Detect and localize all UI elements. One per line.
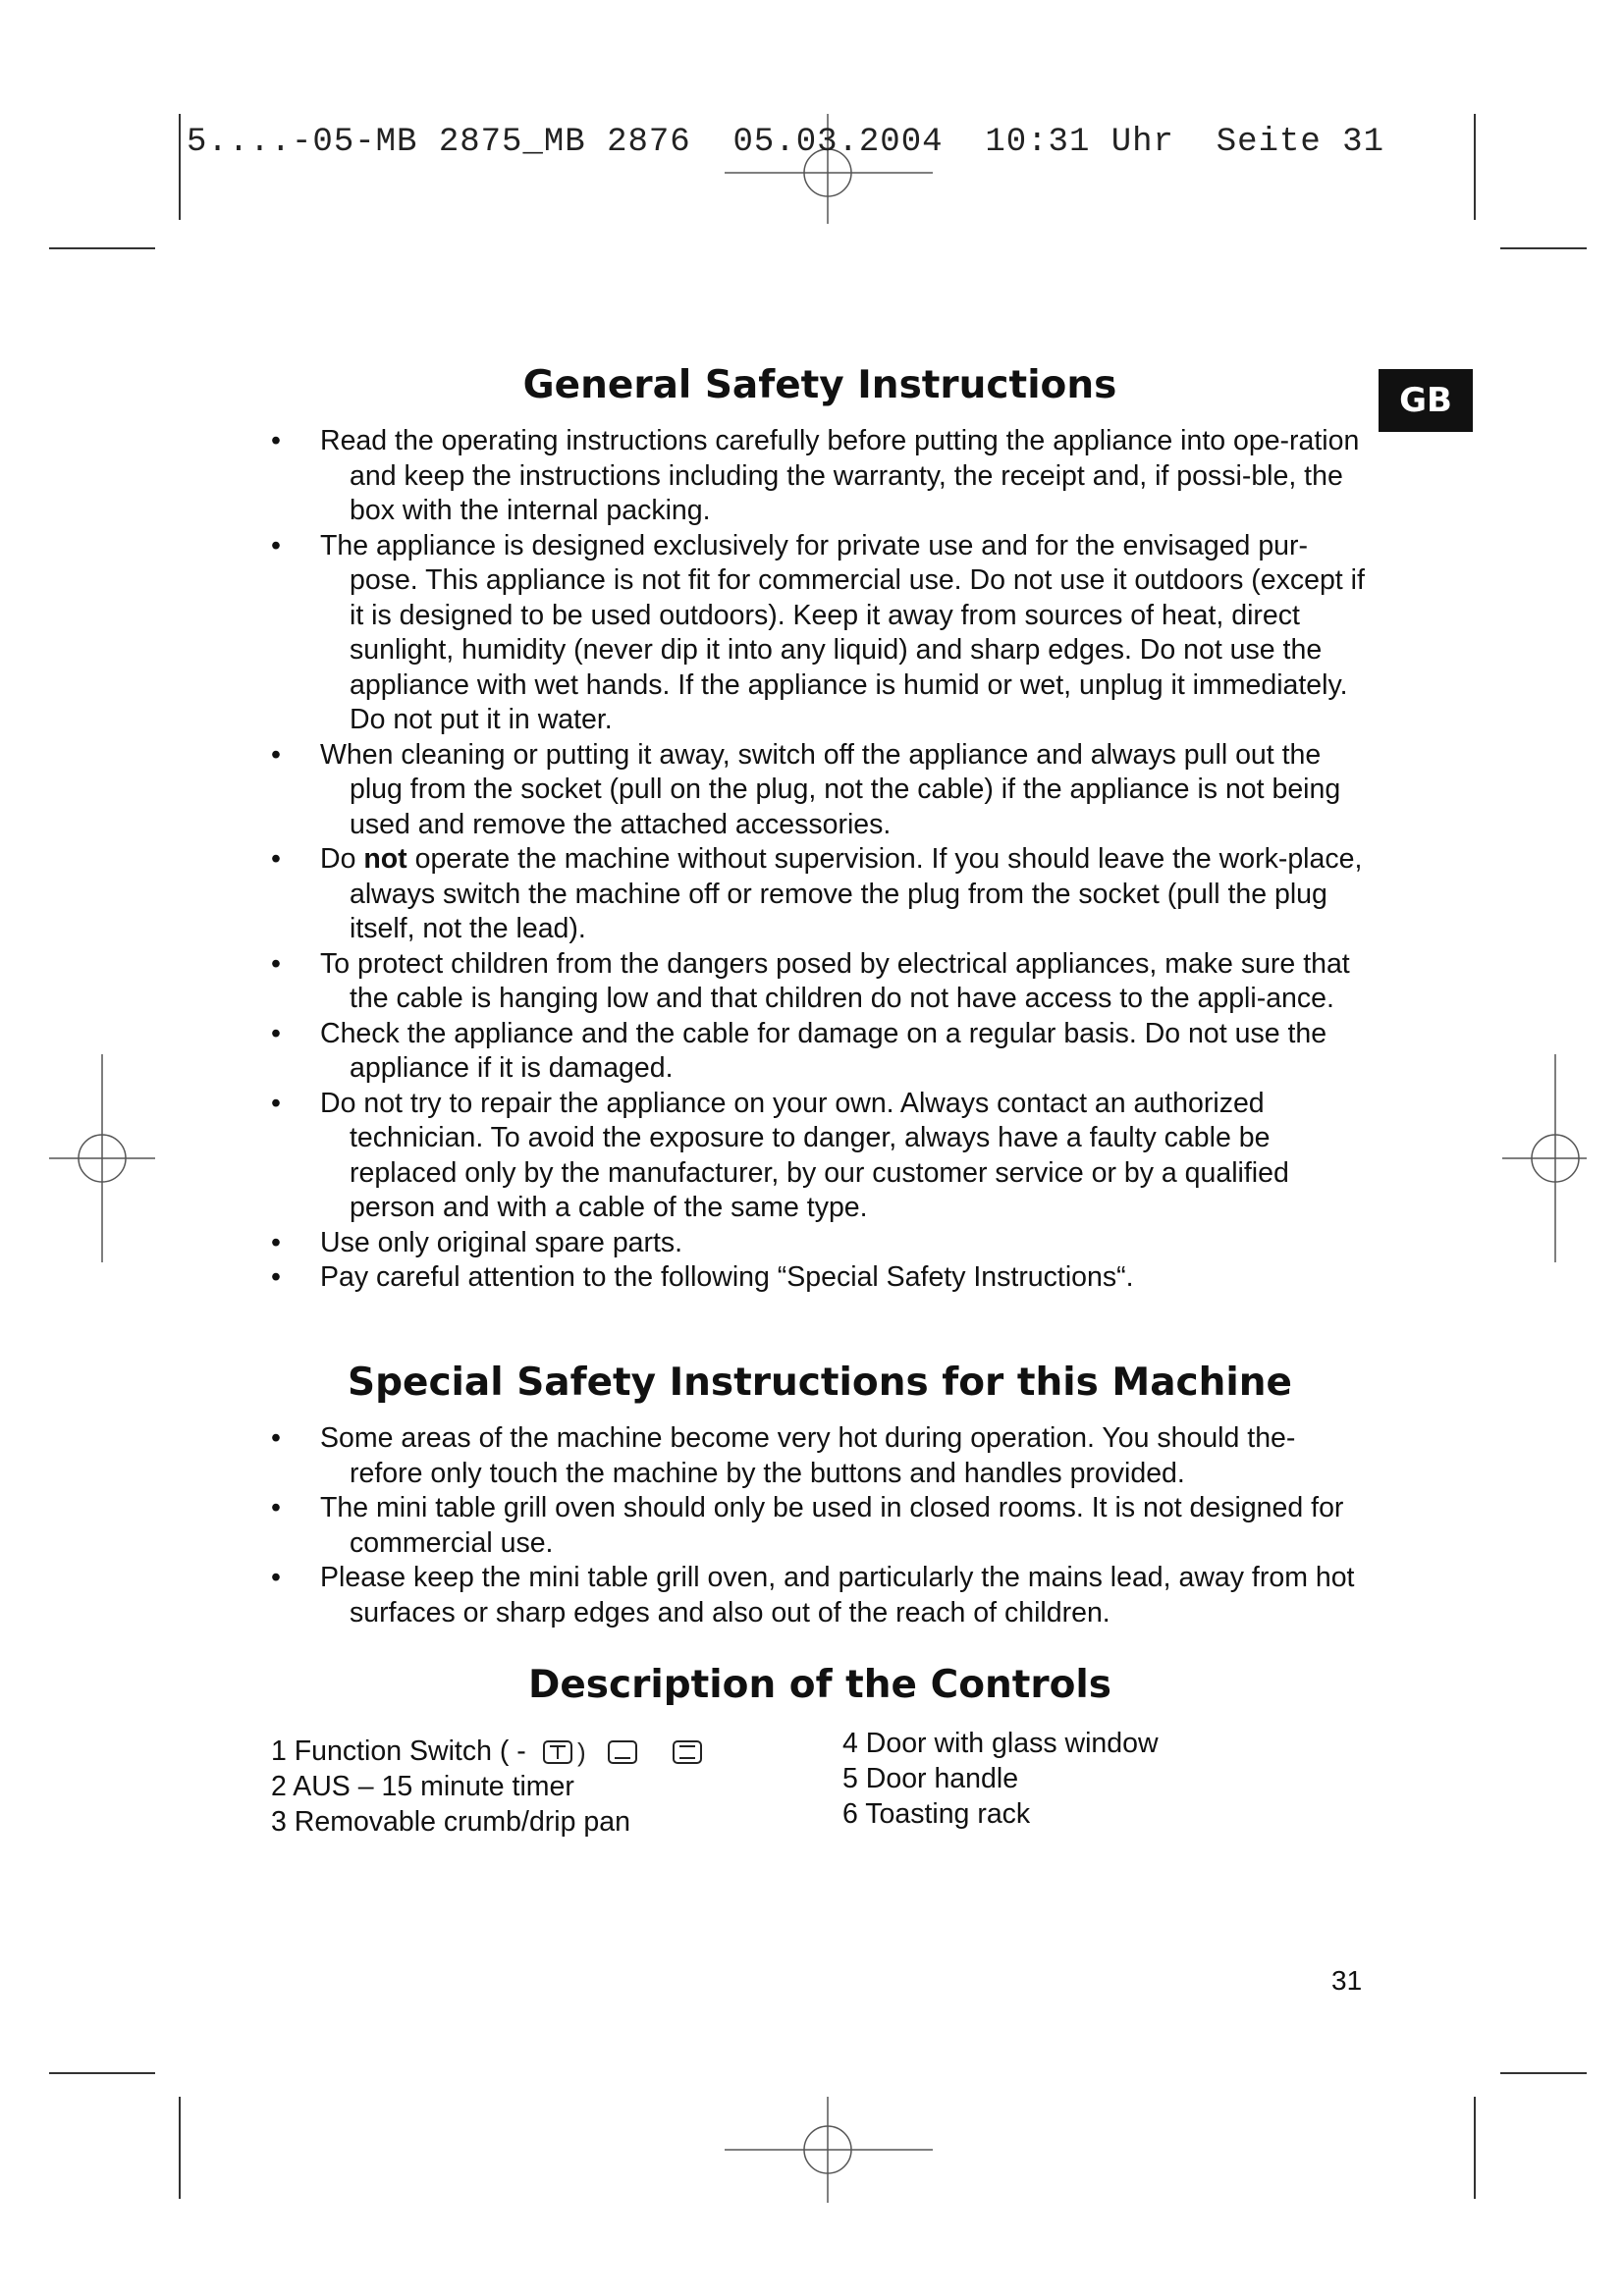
- language-badge: GB: [1379, 369, 1473, 432]
- list-item: • Use only original spare parts.: [271, 1226, 683, 1258]
- list-item: • Some areas of the machine become very hot during operation. You should the-refore only touch the machine by the buttons and handles provided.: [271, 1422, 1296, 1489]
- list-item: • Pay careful attention to the following “Special Safety Instructions“.: [271, 1261, 1134, 1293]
- page-number: 31: [1331, 1965, 1363, 1996]
- special-safety-list: [267, 1421, 1367, 1630]
- controls-title: Description of the Controls: [527, 1663, 1112, 1707]
- list-item: • When cleaning or putting it away, switch off the appliance and always pull out the plug from the socket (pull on the plug, not the cable) if the appliance is not being used and remove the attached accessories.: [271, 738, 1341, 840]
- general-safety-title: General Safety Instructions: [522, 363, 1117, 407]
- list-item: 3 Removable crumb/drip pan: [271, 1806, 630, 1838]
- svg-text:): ): [576, 1737, 586, 1768]
- special-safety-title: Special Safety Instructions for this Machine: [347, 1361, 1292, 1405]
- list-item: • Do not try to repair the appliance on your own. Always contact an authorized technician. To avoid the exposure to danger, always have a faulty cable be replaced only by the manufacturer, by our customer service or by a qualified person and with a cable of the same type.: [271, 1087, 1289, 1223]
- print-slug: 5....-05-MB 2875_MB 2876 05.03.2004 10:31 Uhr Seite 31: [187, 124, 1384, 161]
- list-item: • Read the operating instructions carefully before putting the appliance into ope-ration and keep the instructions including the warranty, the receipt and, if possi-ble, the box with the internal packing.: [271, 425, 1360, 526]
- registration-mark-right: [1502, 1054, 1587, 1262]
- list-item: • The appliance is designed exclusively for private use and for the envisaged pur-pose. This appliance is not fit for commercial use. Do not use it outdoors (except if it is designed to be used outdoors). Keep it away from sources of heat, direct sunlight, humidity (never dip it into any liquid) and sharp edges. Do not use the appliance with wet hands. If the appliance is humid or wet, unplug it immediately. Do not put it in water.: [271, 529, 1365, 735]
- list-item: • To protect children from the dangers posed by electrical appliances, make sure that the cable is hanging low and that children do not have access to the appli-ance.: [271, 947, 1350, 1014]
- list-item: 4 Door with glass window: [842, 1728, 1159, 1759]
- list-item: 6 Toasting rack: [842, 1798, 1031, 1830]
- controls-list-left: [271, 1734, 709, 1840]
- list-item: 2 AUS – 15 minute timer: [271, 1771, 574, 1802]
- list-item: 1 Function Switch ( - ): [271, 1734, 709, 1769]
- list-item: • Do not operate the machine without supervision. If you should leave the work-place, always switch the machine off or remove the plug from the socket (pull the plug itself, not the lead).: [271, 843, 1363, 944]
- list-item: 5 Door handle: [842, 1763, 1019, 1794]
- registration-mark-bottom: [725, 2097, 933, 2203]
- registration-mark-left: [49, 1054, 155, 1262]
- function-symbols-icon: [542, 1737, 709, 1767]
- list-item: • Check the appliance and the cable for damage on a regular basis. Do not use the appliance if it is damaged.: [271, 1017, 1327, 1084]
- list-item: • The mini table grill oven should only be used in closed rooms. It is not designed for commercial use.: [271, 1492, 1344, 1559]
- general-safety-list: [267, 424, 1367, 1296]
- list-item: • Please keep the mini table grill oven, and particularly the mains lead, away from hot surfaces or sharp edges and also out of the reach of children.: [271, 1562, 1355, 1629]
- controls-list-right: [842, 1726, 1159, 1832]
